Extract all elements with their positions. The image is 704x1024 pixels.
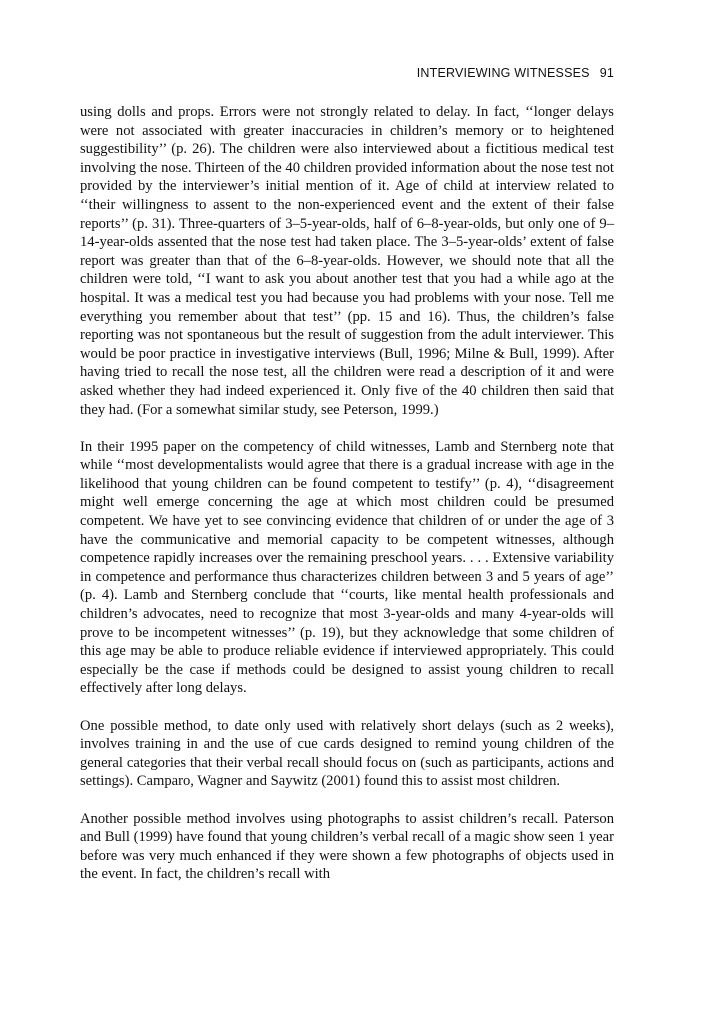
paragraph: In their 1995 paper on the competency of child witnesses, Lamb and Sternberg note that while ‘‘most developmentalists would agree that there is a gradual increase with age in the likelihood that young children can be found competent to testify’’ (p. 4), ‘‘disagreement might well emerge concerning the age at which most children could be presumed competent. We have yet to see convincing evidence that children of or under the age of 3 have the communicative and memorial capacity to be competent witnesses, although competence rapidly increases over the remaining preschool years. . . . Extensive variability in competence and performance thus characterizes children between 3 and 5 years of age’’ (p. 4). Lamb and Sternberg conclude that ‘‘courts, like mental health professionals and children’s advocates, need to recognize that most 3-year-olds and many 4-year-olds will prove to be incompetent witnesses’’ (p. 19), but they acknowledge that some children of this age may be able to produce reliable evidence if interviewed appropriately. This could especially be the case if methods could be designed to assist young children to recall effectively after long delays.: [80, 438, 614, 697]
page-number: 91: [599, 66, 614, 80]
paragraph: using dolls and props. Errors were not strongly related to delay. In fact, ‘‘longer delays were not associated with greater inaccuracies in children’s memory or to heightened suggestibility’’ (p. 26). The children were also interviewed about a fictitious medical test involving the nose. Thirteen of the 40 children provided information about the nose test not provided by the interviewer’s initial mention of it. Age of child at interview related to ‘‘their willingness to assent to the non-experienced event and the extent of their false reports’’ (p. 31). Three-quarters of 3–5-year-olds, half of 6–8-year-olds, but only one of 9–14-year-olds assented that the nose test had taken place. The 3–5-year-olds’ extent of false report was greater than that of the 6–8-year-olds. However, we should note that all the children were told, ‘‘I want to ask you about another test that you had a while ago at the hospital. It was a medical test you had because you had problems with your nose. Tell me everything you remember about that test’’ (pp. 15 and 16). Thus, the children’s false reporting was not spontaneous but the result of suggestion from the adult interviewer. This would be poor practice in investigative interviews (Bull, 1996; Milne & Bull, 1999). After having tried to recall the nose test, all the children were read a description of it and were asked whether they had indeed experienced it. Only five of the 40 children then said that they had. (For a somewhat similar study, see Peterson, 1999.): [80, 104, 614, 418]
body-text: [80, 103, 614, 884]
paragraph: One possible method, to date only used with relatively short delays (such as 2 weeks), involves training in and the use of cue cards designed to remind young children of the general categories that their verbal recall should focus on (such as participants, actions and settings). Camparo, Wagner and Saywitz (2001) found this to assist most children.: [80, 717, 614, 790]
running-head: [80, 66, 614, 80]
running-title: INTERVIEWING WITNESSES: [416, 66, 590, 80]
paragraph: Another possible method involves using photographs to assist children’s recall. Paterson and Bull (1999) have found that young children’s verbal recall of a magic show seen 1 year before was very much enhanced if they were shown a few photographs of objects used in the event. In fact, the children’s recall with: [80, 810, 614, 883]
